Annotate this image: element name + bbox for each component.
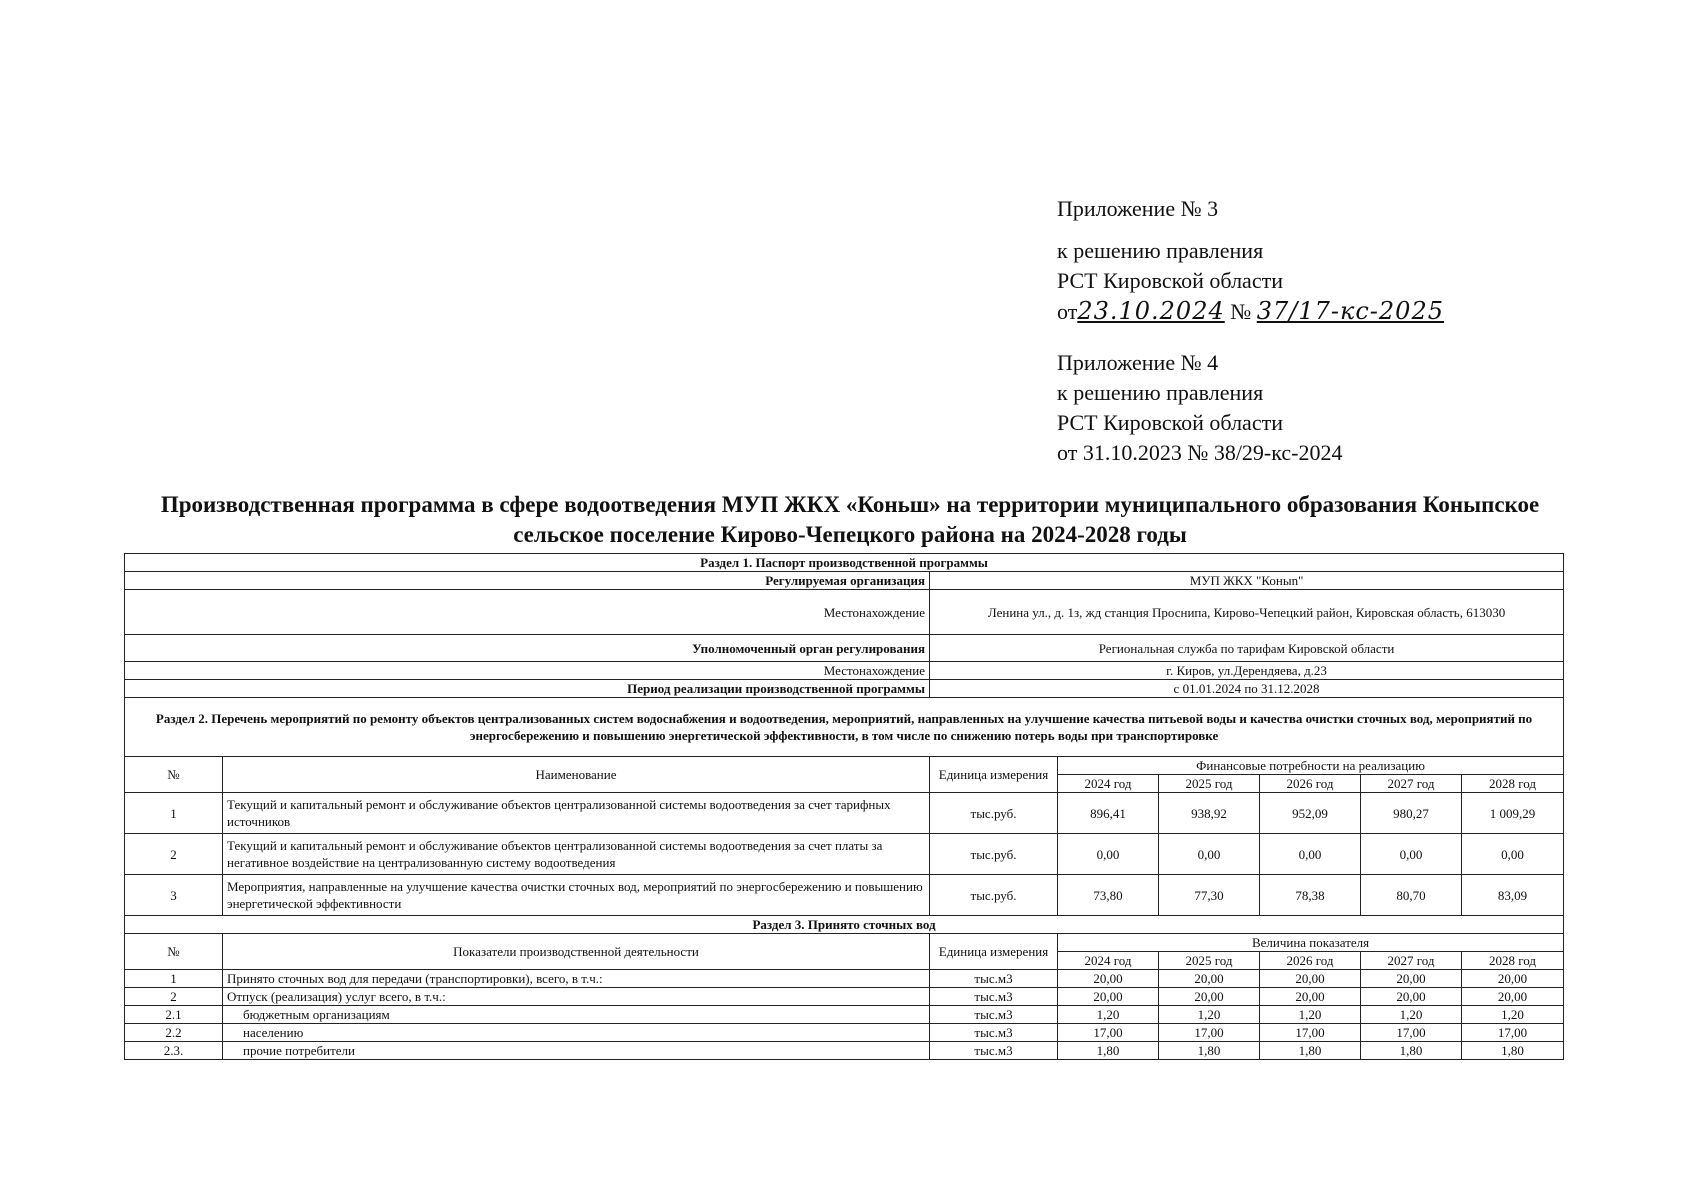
section3-header-row xyxy=(125,916,1564,934)
row-num: 2 xyxy=(125,834,223,875)
annex-4-line3: РСТ Кировской области xyxy=(1057,410,1283,435)
year-header: 2025 год xyxy=(1159,775,1260,793)
col-num-header: № xyxy=(125,934,223,970)
year-header: 2027 год xyxy=(1361,952,1462,970)
col-unit-header: Единица измерения xyxy=(930,757,1058,793)
passport-value: МУП ЖКХ "Коныn" xyxy=(930,572,1564,590)
row-num: 2.3. xyxy=(125,1042,223,1060)
row-value: 952,09 xyxy=(1260,793,1361,834)
row-value: 83,09 xyxy=(1462,875,1564,916)
row-name: прочие потребители xyxy=(223,1042,930,1060)
row-value: 20,00 xyxy=(1058,988,1159,1006)
col-num-header: № xyxy=(125,757,223,793)
section1-header-row xyxy=(125,554,1564,572)
table-row xyxy=(125,1024,1564,1042)
row-unit: тыс.м3 xyxy=(930,988,1058,1006)
row-num: 2.2 xyxy=(125,1024,223,1042)
section3-title: Раздел 3. Принято сточных вод xyxy=(125,916,1564,934)
row-value: 1,80 xyxy=(1462,1042,1564,1060)
row-value: 0,00 xyxy=(1159,834,1260,875)
row-value: 1,20 xyxy=(1260,1006,1361,1024)
annex-4-line2: к решению правления xyxy=(1057,380,1264,405)
annex-4-title: Приложение № 4 xyxy=(1057,350,1219,375)
passport-label: Местонахождение xyxy=(125,590,930,635)
section3-column-header-row xyxy=(125,934,1564,952)
row-value: 20,00 xyxy=(1462,970,1564,988)
year-header: 2028 год xyxy=(1462,952,1564,970)
row-value: 78,38 xyxy=(1260,875,1361,916)
annex-3-line2: к решению правления xyxy=(1057,238,1264,263)
table-row xyxy=(125,1006,1564,1024)
col-group-header: Финансовые потребности на реализацию xyxy=(1058,757,1564,775)
passport-row xyxy=(125,635,1564,662)
row-unit: тыс.м3 xyxy=(930,970,1058,988)
row-name: Отпуск (реализация) услуг всего, в т.ч.: xyxy=(223,988,930,1006)
table-row xyxy=(125,875,1564,916)
year-header: 2024 год xyxy=(1058,775,1159,793)
passport-row xyxy=(125,680,1564,698)
section2-title: Раздел 2. Перечень мероприятий по ремонту объектов централизованных систем водоснабжения и водоотведения, мероприятий, направленных на улучшение качества питьевой воды и качества очистки сточных вод, мероприятий по энергосбережению и повышению энергетической эффективности, в том числе по снижению потерь воды при транспортировке xyxy=(125,698,1564,757)
section1-title: Раздел 1. Паспорт производственной программы xyxy=(125,554,1564,572)
annex-3-title: Приложение № 3 xyxy=(1057,196,1219,221)
row-value: 1,80 xyxy=(1058,1042,1159,1060)
row-value: 20,00 xyxy=(1159,970,1260,988)
row-value: 1,20 xyxy=(1058,1006,1159,1024)
passport-label: Период реализации производственной программы xyxy=(125,680,930,698)
row-value: 20,00 xyxy=(1361,988,1462,1006)
passport-label: Регулируемая организация xyxy=(125,572,930,590)
passport-value: с 01.01.2024 по 31.12.2028 xyxy=(930,680,1564,698)
passport-value: Региональная служба по тарифам Кировской области xyxy=(930,635,1564,662)
row-unit: тыс.м3 xyxy=(930,1006,1058,1024)
row-value: 17,00 xyxy=(1361,1024,1462,1042)
passport-label: Местонахождение xyxy=(125,662,930,680)
row-name: Принято сточных вод для передачи (транспортировки), всего, в т.ч.: xyxy=(223,970,930,988)
table-row xyxy=(125,988,1564,1006)
annex-4-line4: от 31.10.2023 № 38/29-кс-2024 xyxy=(1057,440,1343,465)
annex-3-date-prefix: от xyxy=(1057,299,1078,324)
year-header: 2025 год xyxy=(1159,952,1260,970)
row-unit: тыс.руб. xyxy=(930,875,1058,916)
document-title xyxy=(100,490,1600,550)
row-value: 1,80 xyxy=(1361,1042,1462,1060)
document-title-line1: Производственная программа в сфере водоотведения МУП ЖКХ «Коньш» на территории муниципального образования Коныпское xyxy=(160,492,1540,517)
annex-3-handwritten-number: 37/17-кс-2025 xyxy=(1256,297,1444,325)
row-name: населению xyxy=(223,1024,930,1042)
col-unit-header: Единица измерения xyxy=(930,934,1058,970)
row-name: Текущий и капитальный ремонт и обслуживание объектов централизованной системы водоотведения за счет платы за негативное воздействие на централизованную систему водоотведения xyxy=(223,834,930,875)
table-row xyxy=(125,1042,1564,1060)
row-num: 2.1 xyxy=(125,1006,223,1024)
row-value: 17,00 xyxy=(1159,1024,1260,1042)
annex-4-block xyxy=(1057,348,1342,468)
section2-header-row xyxy=(125,698,1564,757)
row-value: 20,00 xyxy=(1058,970,1159,988)
passport-label: Уполномоченный орган регулирования xyxy=(125,635,930,662)
row-unit: тыс.м3 xyxy=(930,1042,1058,1060)
row-num: 2 xyxy=(125,988,223,1006)
row-value: 1,80 xyxy=(1260,1042,1361,1060)
row-value: 896,41 xyxy=(1058,793,1159,834)
row-name: Мероприятия, направленные на улучшение качества очистки сточных вод, мероприятий по энергосбережению и повышению энергетической эффективности xyxy=(223,875,930,916)
passport-row xyxy=(125,662,1564,680)
passport-value: Ленина ул., д. 1з, жд станция Проснипа, Кирово-Чепецкий район, Кировская область, 613030 xyxy=(930,590,1564,635)
year-header: 2027 год xyxy=(1361,775,1462,793)
annex-3-handwritten-date: 23.10.2024 xyxy=(1077,297,1225,325)
row-value: 17,00 xyxy=(1260,1024,1361,1042)
row-value: 0,00 xyxy=(1260,834,1361,875)
row-num: 1 xyxy=(125,793,223,834)
row-value: 20,00 xyxy=(1361,970,1462,988)
row-value: 1,80 xyxy=(1159,1042,1260,1060)
annex-3-num-prefix: № xyxy=(1230,299,1252,324)
section2-column-header-row xyxy=(125,757,1564,775)
year-header: 2026 год xyxy=(1260,775,1361,793)
row-value: 17,00 xyxy=(1058,1024,1159,1042)
row-value: 1,20 xyxy=(1361,1006,1462,1024)
row-value: 0,00 xyxy=(1462,834,1564,875)
passport-row xyxy=(125,590,1564,635)
row-unit: тыс.м3 xyxy=(930,1024,1058,1042)
row-value: 77,30 xyxy=(1159,875,1260,916)
year-header: 2028 год xyxy=(1462,775,1564,793)
row-unit: тыс.руб. xyxy=(930,834,1058,875)
passport-row xyxy=(125,572,1564,590)
row-value: 1 009,29 xyxy=(1462,793,1564,834)
col-name-header: Показатели производственной деятельности xyxy=(223,934,930,970)
row-unit: тыс.руб. xyxy=(930,793,1058,834)
row-name: Текущий и капитальный ремонт и обслуживание объектов централизованной системы водоотведения за счет тарифных источников xyxy=(223,793,930,834)
program-table xyxy=(124,553,1564,1060)
table-row xyxy=(125,793,1564,834)
year-header: 2026 год xyxy=(1260,952,1361,970)
row-value: 20,00 xyxy=(1159,988,1260,1006)
table-row xyxy=(125,834,1564,875)
row-value: 1,20 xyxy=(1159,1006,1260,1024)
annex-3-block xyxy=(1057,194,1444,327)
year-header: 2024 год xyxy=(1058,952,1159,970)
row-value: 73,80 xyxy=(1058,875,1159,916)
col-group-header: Величина показателя xyxy=(1058,934,1564,952)
row-num: 1 xyxy=(125,970,223,988)
col-name-header: Наименование xyxy=(223,757,930,793)
document-title-line2: сельское поселение Кирово-Чепецкого района на 2024-2028 годы xyxy=(513,522,1187,547)
row-value: 17,00 xyxy=(1462,1024,1564,1042)
row-value: 938,92 xyxy=(1159,793,1260,834)
row-num: 3 xyxy=(125,875,223,916)
annex-3-line3: РСТ Кировской области xyxy=(1057,268,1283,293)
row-value: 80,70 xyxy=(1361,875,1462,916)
row-name: бюджетным организациям xyxy=(223,1006,930,1024)
row-value: 20,00 xyxy=(1260,970,1361,988)
row-value: 0,00 xyxy=(1058,834,1159,875)
row-value: 20,00 xyxy=(1260,988,1361,1006)
row-value: 1,20 xyxy=(1462,1006,1564,1024)
table-row xyxy=(125,970,1564,988)
row-value: 980,27 xyxy=(1361,793,1462,834)
row-value: 0,00 xyxy=(1361,834,1462,875)
row-value: 20,00 xyxy=(1462,988,1564,1006)
passport-value: г. Киров, ул.Дерендяева, д.23 xyxy=(930,662,1564,680)
annex-3-date-line xyxy=(1057,296,1444,327)
